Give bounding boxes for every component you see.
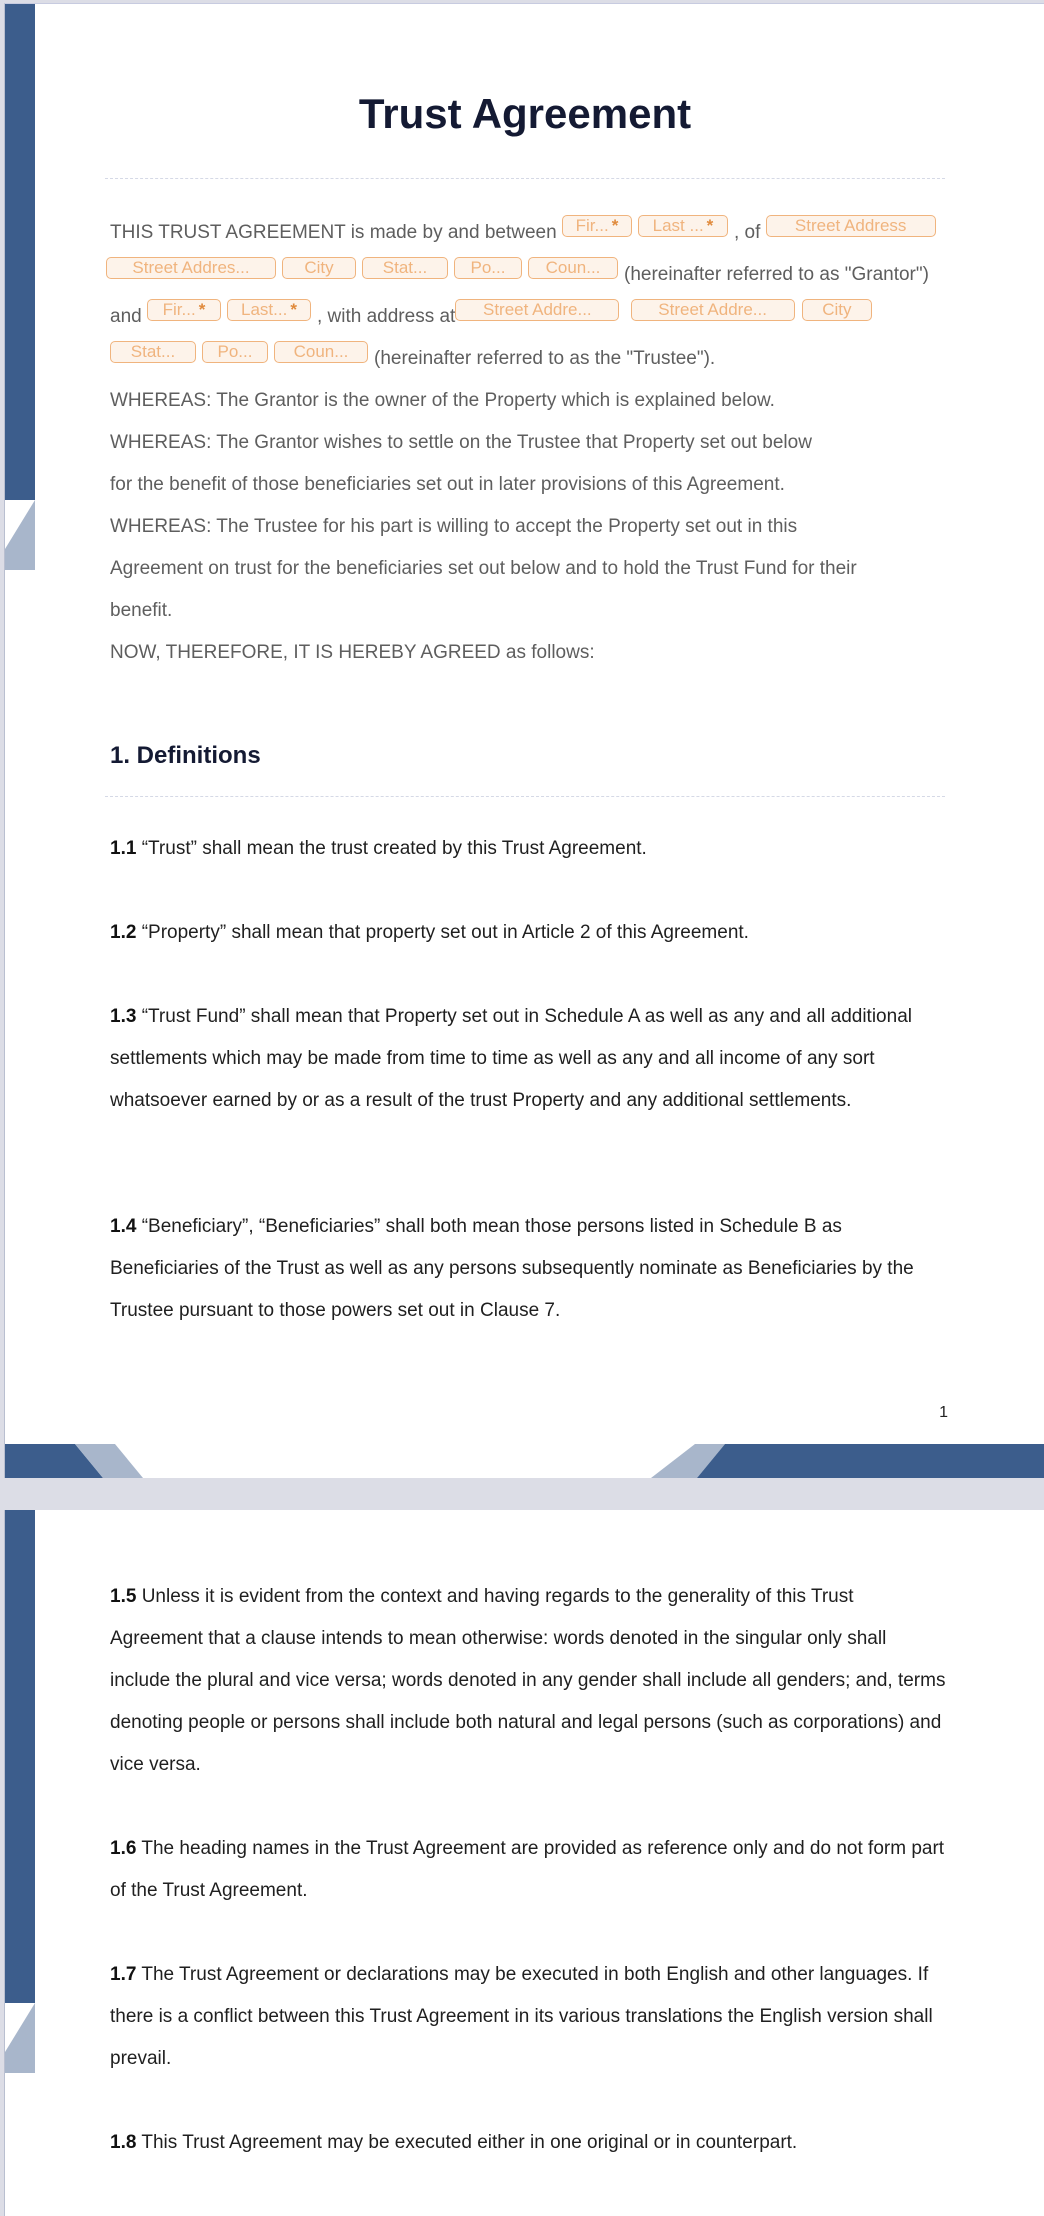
grantor-country-field[interactable]: Coun... (528, 257, 618, 279)
required-asterisk: * (611, 216, 619, 235)
clause-1-3 (110, 996, 950, 1122)
document-page-2 (4, 1510, 1044, 2216)
document-page-1 (4, 3, 1044, 1478)
clause-text: “Trust Fund” shall mean that Property set out in Schedule A as well as any and all additional settlements which may be made from time to time as well as any and all income of any sort whatsoever earned by or as a result of the trust Property and any additional settlements. (110, 1006, 912, 1111)
clause-text: The heading names in the Trust Agreement are provided as reference only and do not form part of the Trust Agreement. (110, 1838, 945, 1901)
grantor-first-name-field[interactable]: Fir... * (562, 215, 632, 237)
clause-1-2 (110, 912, 950, 954)
clause-number: 1.7 (110, 1964, 137, 1985)
grantor-street-address-1-field[interactable]: Street Address (766, 215, 936, 237)
grantor-state-field[interactable]: Stat... (362, 257, 448, 279)
clause-number: 1.2 (110, 922, 137, 943)
trustee-country-field[interactable]: Coun... (274, 341, 368, 363)
trustee-postal-code-field[interactable]: Po... (202, 341, 268, 363)
trustee-street-address-1-field[interactable]: Street Addre... (455, 299, 619, 321)
grantor-postal-code-field[interactable]: Po... (454, 257, 522, 279)
trustee-reference-text: (hereinafter referred to as the "Trustee"). (374, 348, 716, 369)
required-asterisk: * (706, 216, 714, 235)
recital-line: WHEREAS: The Grantor is the owner of the Property which is explained below. (110, 390, 775, 411)
trustee-street-address-2-field[interactable]: Street Addre... (631, 299, 795, 321)
recital-line: benefit. (110, 600, 173, 621)
recital-line: WHEREAS: The Grantor wishes to settle on the Trustee that Property set out below (110, 432, 812, 453)
clause-1-4 (110, 1206, 950, 1332)
clause-number: 1.6 (110, 1838, 137, 1859)
clause-1-8 (110, 2122, 950, 2164)
left-accent-stripe (5, 4, 35, 500)
recital-line: for the benefit of those beneficiaries set out in later provisions of this Agreement. (110, 474, 785, 495)
intro-with-address-text: , with address at (316, 306, 456, 327)
clause-1-7 (110, 1954, 950, 2080)
clause-1-1 (110, 828, 950, 870)
clause-1-6 (110, 1828, 950, 1912)
section-heading-definitions: 1. Definitions (110, 742, 261, 769)
clause-text: “Beneficiary”, “Beneficiaries” shall both mean those persons listed in Schedule B as Beneficiaries of the Trust as well as any persons subsequently nominate as Beneficiaries by the Trustee pursuant to those powers set out in Clause 7. (110, 1216, 914, 1321)
grantor-reference-text: (hereinafter referred to as "Grantor") (624, 264, 929, 285)
left-accent-stripe (5, 1510, 35, 2003)
trustee-state-field[interactable]: Stat... (110, 341, 196, 363)
clause-text: “Trust” shall mean the trust created by this Trust Agreement. (141, 838, 647, 859)
clause-number: 1.4 (110, 1216, 137, 1237)
clause-text: Unless it is evident from the context and having regards to the generality of this Trust Agreement that a clause intends to mean otherwise: words denoted in the singular only shall include the plural and vice versa; words denoted in any gender shall include all genders; and, terms denoting people or persons shall include both natural and legal persons (such as corporations) and vice versa. (110, 1586, 946, 1775)
trustee-first-name-field[interactable]: Fir... * (147, 299, 221, 321)
clause-1-5 (110, 1576, 950, 1786)
trustee-city-field[interactable]: City (802, 299, 872, 321)
required-asterisk: * (198, 300, 206, 319)
left-accent-corner (5, 500, 35, 570)
footer-accent-band (5, 1444, 1044, 1478)
intro-and-text: and (110, 306, 142, 327)
clause-text: The Trust Agreement or declarations may be executed in both English and other languages. If there is a conflict between this Trust Agreement in its various translations the English version shall prevail. (110, 1964, 933, 2069)
page-title: Trust Agreement (358, 90, 692, 137)
clause-number: 1.8 (110, 2132, 137, 2153)
grantor-last-name-field[interactable]: Last ... * (638, 215, 728, 237)
title-divider (105, 178, 945, 179)
clause-number: 1.1 (110, 838, 137, 859)
clause-number: 1.3 (110, 1006, 137, 1027)
left-accent-corner (5, 2003, 35, 2073)
intro-made-by-text: THIS TRUST AGREEMENT is made by and between (110, 222, 557, 243)
intro-paragraph (110, 212, 950, 380)
recitals-block (110, 380, 950, 674)
section-divider (105, 796, 945, 797)
clause-text: “Property” shall mean that property set out in Article 2 of this Agreement. (141, 922, 749, 943)
trustee-last-name-field[interactable]: Last... * (227, 299, 311, 321)
recital-line: NOW, THEREFORE, IT IS HEREBY AGREED as follows: (110, 642, 595, 663)
recital-line: Agreement on trust for the beneficiaries set out below and to hold the Trust Fund for their (110, 558, 857, 579)
clause-text: This Trust Agreement may be executed either in one original or in counterpart. (141, 2132, 798, 2153)
clause-number: 1.5 (110, 1586, 137, 1607)
grantor-city-field[interactable]: City (282, 257, 356, 279)
grantor-street-address-2-field[interactable]: Street Addres... (106, 257, 276, 279)
intro-of-text: , of (733, 222, 761, 243)
required-asterisk: * (290, 300, 297, 319)
page-number: 1 (939, 1404, 948, 1421)
recital-line: WHEREAS: The Trustee for his part is willing to accept the Property set out in this (110, 516, 798, 537)
